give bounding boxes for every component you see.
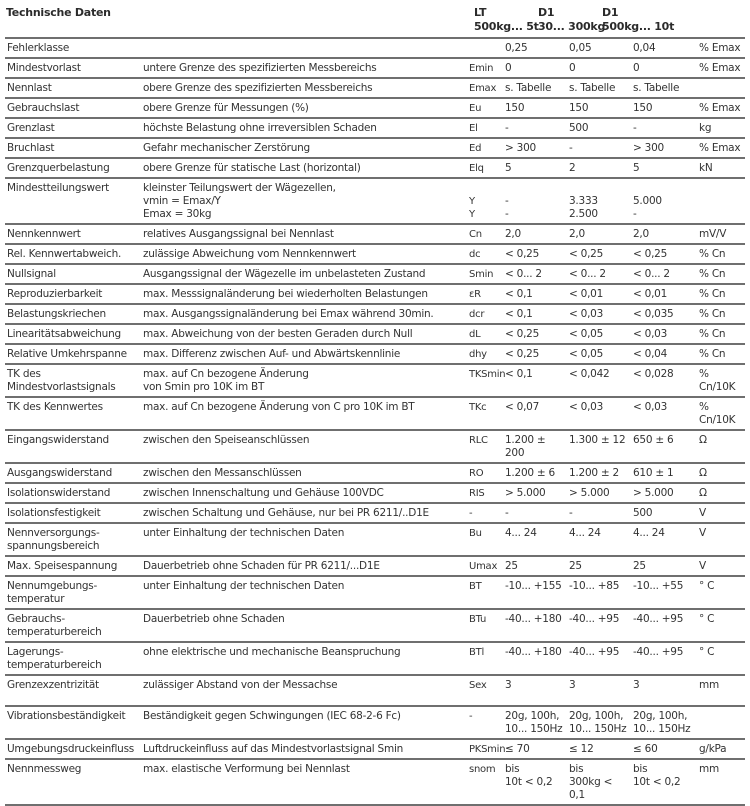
row-name: Gebrauchs- temperaturbereich — [5, 609, 141, 642]
row-value-d1-large: > 300 — [631, 138, 697, 158]
table-row — [5, 344, 745, 364]
row-unit: % Cn — [697, 344, 745, 364]
row-value-d1-large: < 0,04 — [631, 344, 697, 364]
row-value-d1-small: 25 — [567, 556, 631, 576]
row-value-d1-small: 1.200 ± 2 — [567, 463, 631, 483]
row-description: unter Einhaltung der technischen Daten — [141, 576, 467, 609]
row-symbol: Elq — [467, 158, 503, 178]
row-name: Nennkennwert — [5, 224, 141, 244]
row-value-d1-small: - — [567, 138, 631, 158]
row-unit: Ω — [697, 430, 745, 463]
row-unit: % Cn/10K — [697, 364, 745, 397]
row-symbol: Sex — [467, 675, 503, 706]
column-header-d1-large — [602, 6, 674, 34]
row-name: Isolationsfestigkeit — [5, 503, 141, 523]
row-name: Bruchlast — [5, 138, 141, 158]
row-symbol: Ed — [467, 138, 503, 158]
table-row — [5, 556, 745, 576]
row-symbol: dhy — [467, 344, 503, 364]
row-unit: V — [697, 523, 745, 556]
row-value-lt: 0,25 — [503, 38, 567, 58]
row-value-d1-large: < 0,25 — [631, 244, 697, 264]
row-value-d1-large: 0 — [631, 58, 697, 78]
row-name: Nennversorgungs- spannungsbereich — [5, 523, 141, 556]
row-description: max. Abweichung von der besten Geraden durch Null — [141, 324, 467, 344]
row-value-lt: - - — [503, 178, 567, 224]
row-value-d1-large: 4... 24 — [631, 523, 697, 556]
table-row — [5, 38, 745, 58]
row-symbol: dc — [467, 244, 503, 264]
row-symbol: - — [467, 706, 503, 739]
row-unit — [697, 706, 745, 739]
row-symbol: dL — [467, 324, 503, 344]
row-value-d1-large: < 0,028 — [631, 364, 697, 397]
row-unit: % Cn — [697, 264, 745, 284]
row-symbol: Cn — [467, 224, 503, 244]
row-description: Beständigkeit gegen Schwingungen (IEC 68-2-6 Fc) — [141, 706, 467, 739]
row-value-d1-large: < 0... 2 — [631, 264, 697, 284]
row-description: zwischen Schaltung und Gehäuse, nur bei PR 6211/..D1E — [141, 503, 467, 523]
row-description: max. elastische Verformung bei Nennlast — [141, 759, 467, 805]
row-description: kleinster Teilungswert der Wägezellen, vmin = Emax/Y Emax = 30kg — [141, 178, 467, 224]
row-name: Fehlerklasse — [5, 38, 141, 58]
row-value-d1-large: - — [631, 118, 697, 138]
table-row — [5, 503, 745, 523]
row-value-lt: 150 — [503, 98, 567, 118]
row-value-d1-small: 3 — [567, 675, 631, 706]
row-name: Linearitätsabweichung — [5, 324, 141, 344]
row-symbol: RLC — [467, 430, 503, 463]
row-description: untere Grenze des spezifizierten Messbereichs — [141, 58, 467, 78]
table-row — [5, 675, 745, 706]
row-value-d1-small: - — [567, 503, 631, 523]
row-symbol: TKc — [467, 397, 503, 430]
row-symbol: BTu — [467, 609, 503, 642]
row-symbol: Eu — [467, 98, 503, 118]
row-value-d1-small: < 0,042 — [567, 364, 631, 397]
table-row — [5, 244, 745, 264]
column-header-line2: 500kg... 10t — [602, 20, 675, 33]
row-value-d1-large: 5 — [631, 158, 697, 178]
row-value-lt: < 0,1 — [503, 364, 567, 397]
row-name: Relative Umkehrspanne — [5, 344, 141, 364]
row-value-lt: -40... +180 — [503, 609, 567, 642]
row-unit: ° C — [697, 576, 745, 609]
row-name: Eingangswiderstand — [5, 430, 141, 463]
row-symbol: snom — [467, 759, 503, 805]
row-description: zwischen Innenschaltung und Gehäuse 100VDC — [141, 483, 467, 503]
row-description: unter Einhaltung der technischen Daten — [141, 523, 467, 556]
row-value-d1-large: 25 — [631, 556, 697, 576]
row-unit: % Cn/10K — [697, 397, 745, 430]
row-description: höchste Belastung ohne irreversiblen Schaden — [141, 118, 467, 138]
row-value-lt: < 0,25 — [503, 324, 567, 344]
row-description: max. Messsignaländerung bei wiederholten Belastungen — [141, 284, 467, 304]
row-value-d1-small: 1.300 ± 12 — [567, 430, 631, 463]
row-unit: V — [697, 556, 745, 576]
row-value-d1-large: -10... +55 — [631, 576, 697, 609]
row-value-lt: > 300 — [503, 138, 567, 158]
row-value-lt: - — [503, 118, 567, 138]
row-value-d1-small: ≤ 12 — [567, 739, 631, 759]
row-value-lt: < 0... 2 — [503, 264, 567, 284]
row-name: Nennlast — [5, 78, 141, 98]
row-value-lt: -10... +155 — [503, 576, 567, 609]
row-value-d1-large: < 0,03 — [631, 397, 697, 430]
row-unit: g/kPa — [697, 739, 745, 759]
row-name: Nennmessweg — [5, 759, 141, 805]
row-unit: % Emax — [697, 58, 745, 78]
row-description — [141, 38, 467, 58]
table-row — [5, 138, 745, 158]
row-symbol: dcr — [467, 304, 503, 324]
table-row — [5, 759, 745, 805]
table-row — [5, 304, 745, 324]
row-symbol: Bu — [467, 523, 503, 556]
table-row — [5, 739, 745, 759]
row-name: Nennumgebungs- temperatur — [5, 576, 141, 609]
table-row — [5, 609, 745, 642]
row-value-d1-small: 0 — [567, 58, 631, 78]
row-value-d1-small: bis 300kg < 0,1 — [567, 759, 631, 805]
row-value-lt: 0 — [503, 58, 567, 78]
row-value-d1-large: 3 — [631, 675, 697, 706]
row-name: Gebrauchslast — [5, 98, 141, 118]
row-symbol: Emin — [467, 58, 503, 78]
column-header-lt — [474, 6, 539, 34]
row-unit: % Emax — [697, 98, 745, 118]
row-name: Reproduzierbarkeit — [5, 284, 141, 304]
row-symbol: - — [467, 503, 503, 523]
row-value-d1-small: -40... +95 — [567, 609, 631, 642]
row-value-d1-small: < 0,03 — [567, 304, 631, 324]
table-row — [5, 78, 745, 98]
row-value-d1-large: 150 — [631, 98, 697, 118]
row-unit: kN — [697, 158, 745, 178]
row-unit: ° C — [697, 609, 745, 642]
row-value-lt: 20g, 100h, 10... 150Hz — [503, 706, 567, 739]
row-symbol: Y Y — [467, 178, 503, 224]
row-name: Vibrationsbeständigkeit — [5, 706, 141, 739]
row-value-lt: - — [503, 503, 567, 523]
row-value-d1-large: ≤ 60 — [631, 739, 697, 759]
row-value-d1-large: 650 ± 6 — [631, 430, 697, 463]
row-name: Isolationswiderstand — [5, 483, 141, 503]
row-value-lt: 1.200 ± 200 — [503, 430, 567, 463]
row-value-lt: 4... 24 — [503, 523, 567, 556]
table-row — [5, 364, 745, 397]
row-description: Luftdruckeinfluss auf das Mindestvorlastsignal Smin — [141, 739, 467, 759]
row-unit: % Cn — [697, 284, 745, 304]
row-unit: % Emax — [697, 38, 745, 58]
row-value-d1-small: < 0,01 — [567, 284, 631, 304]
row-symbol: Emax — [467, 78, 503, 98]
row-value-d1-large: 2,0 — [631, 224, 697, 244]
spec-table-body — [5, 38, 745, 805]
table-row — [5, 642, 745, 675]
row-value-d1-small: 3.333 2.500 — [567, 178, 631, 224]
row-name: Grenzlast — [5, 118, 141, 138]
row-symbol — [467, 38, 503, 58]
row-value-lt: 1.200 ± 6 — [503, 463, 567, 483]
row-description: Dauerbetrieb ohne Schaden — [141, 609, 467, 642]
row-description: ohne elektrische und mechanische Beanspruchung — [141, 642, 467, 675]
row-name: Max. Speisespannung — [5, 556, 141, 576]
row-unit — [697, 178, 745, 224]
table-row — [5, 58, 745, 78]
row-value-lt: < 0,25 — [503, 344, 567, 364]
row-description: zulässige Abweichung vom Nennkennwert — [141, 244, 467, 264]
row-value-d1-small: < 0,25 — [567, 244, 631, 264]
row-unit: % Emax — [697, 138, 745, 158]
row-unit: mm — [697, 759, 745, 805]
row-value-d1-small: 2 — [567, 158, 631, 178]
column-header-line1: D1 — [538, 6, 555, 19]
row-value-d1-large: -40... +95 — [631, 642, 697, 675]
row-unit: Ω — [697, 483, 745, 503]
column-header-line2: 30... 300kg — [538, 20, 606, 33]
row-name: Nullsignal — [5, 264, 141, 284]
row-name: Lagerungs- temperaturbereich — [5, 642, 141, 675]
row-value-d1-small: 150 — [567, 98, 631, 118]
row-symbol: Umax — [467, 556, 503, 576]
column-header-d1-small — [538, 6, 605, 34]
row-unit: Ω — [697, 463, 745, 483]
row-value-d1-small: < 0... 2 — [567, 264, 631, 284]
row-symbol: RO — [467, 463, 503, 483]
row-description: max. Differenz zwischen Auf- und Abwärtskennlinie — [141, 344, 467, 364]
table-row — [5, 158, 745, 178]
table-row — [5, 98, 745, 118]
row-symbol: PKSmin — [467, 739, 503, 759]
table-row — [5, 523, 745, 556]
row-name: Mindestvorlast — [5, 58, 141, 78]
table-row — [5, 324, 745, 344]
row-value-d1-small: s. Tabelle — [567, 78, 631, 98]
row-unit: % Cn — [697, 324, 745, 344]
row-value-d1-large: < 0,03 — [631, 324, 697, 344]
row-value-lt: < 0,1 — [503, 304, 567, 324]
row-value-lt: < 0,07 — [503, 397, 567, 430]
row-value-lt: s. Tabelle — [503, 78, 567, 98]
table-row — [5, 284, 745, 304]
row-description: max. auf Cn bezogene Änderung von Smin pro 10K im BT — [141, 364, 467, 397]
table-row — [5, 430, 745, 463]
row-value-lt: > 5.000 — [503, 483, 567, 503]
row-symbol: BT — [467, 576, 503, 609]
row-description: Gefahr mechanischer Zerstörung — [141, 138, 467, 158]
row-symbol: Smin — [467, 264, 503, 284]
column-header-line1: LT — [474, 6, 487, 19]
row-value-d1-small: < 0,05 — [567, 344, 631, 364]
row-value-d1-large: -40... +95 — [631, 609, 697, 642]
row-description: zwischen den Speiseanschlüssen — [141, 430, 467, 463]
row-name: Umgebungsdruckeinfluss — [5, 739, 141, 759]
row-unit: ° C — [697, 642, 745, 675]
row-description: relatives Ausgangssignal bei Nennlast — [141, 224, 467, 244]
table-row — [5, 483, 745, 503]
row-value-lt: 25 — [503, 556, 567, 576]
row-description: zulässiger Abstand von der Messachse — [141, 675, 467, 706]
row-description: Ausgangssignal der Wägezelle im unbelasteten Zustand — [141, 264, 467, 284]
table-row — [5, 224, 745, 244]
row-value-d1-small: > 5.000 — [567, 483, 631, 503]
row-symbol: RIS — [467, 483, 503, 503]
row-value-d1-small: 2,0 — [567, 224, 631, 244]
row-name: Rel. Kennwertabweich. — [5, 244, 141, 264]
row-name: TK des Mindestvorlastsignals — [5, 364, 141, 397]
row-value-d1-large: < 0,01 — [631, 284, 697, 304]
row-value-d1-large: s. Tabelle — [631, 78, 697, 98]
row-value-lt: < 0,25 — [503, 244, 567, 264]
row-unit: V — [697, 503, 745, 523]
row-value-d1-small: < 0,05 — [567, 324, 631, 344]
row-value-lt: 3 — [503, 675, 567, 706]
row-name: Grenzquerbelastung — [5, 158, 141, 178]
row-value-lt: 2,0 — [503, 224, 567, 244]
row-symbol: εR — [467, 284, 503, 304]
row-value-lt: 5 — [503, 158, 567, 178]
row-description: Dauerbetrieb ohne Schaden für PR 6211/...D1E — [141, 556, 467, 576]
table-row — [5, 463, 745, 483]
table-row — [5, 178, 745, 224]
table-row — [5, 264, 745, 284]
table-row — [5, 118, 745, 138]
table-row — [5, 397, 745, 430]
row-unit: % Cn — [697, 304, 745, 324]
row-description: obere Grenze des spezifizierten Messbereichs — [141, 78, 467, 98]
page-title: Technische Daten — [6, 6, 111, 19]
row-description: max. auf Cn bezogene Änderung von C pro 10K im BT — [141, 397, 467, 430]
row-value-lt: bis 10t < 0,2 — [503, 759, 567, 805]
row-value-d1-small: 0,05 — [567, 38, 631, 58]
row-description: obere Grenze für statische Last (horizontal) — [141, 158, 467, 178]
row-description: zwischen den Messanschlüssen — [141, 463, 467, 483]
row-name: Ausgangswiderstand — [5, 463, 141, 483]
row-unit: mm — [697, 675, 745, 706]
row-value-d1-large: < 0,035 — [631, 304, 697, 324]
row-value-d1-large: > 5.000 — [631, 483, 697, 503]
row-unit — [697, 78, 745, 98]
row-value-lt: ≤ 70 — [503, 739, 567, 759]
table-row — [5, 576, 745, 609]
row-value-d1-large: 610 ± 1 — [631, 463, 697, 483]
row-unit: kg — [697, 118, 745, 138]
row-value-d1-small: -40... +95 — [567, 642, 631, 675]
row-value-d1-small: 500 — [567, 118, 631, 138]
row-value-lt: < 0,1 — [503, 284, 567, 304]
table-row — [5, 706, 745, 739]
row-symbol: El — [467, 118, 503, 138]
row-unit: % Cn — [697, 244, 745, 264]
row-symbol: TKSmin — [467, 364, 503, 397]
row-name: Belastungskriechen — [5, 304, 141, 324]
row-description: obere Grenze für Messungen (%) — [141, 98, 467, 118]
row-value-d1-small: -10... +85 — [567, 576, 631, 609]
row-name: Grenzexzentrizität — [5, 675, 141, 706]
row-value-d1-large: 0,04 — [631, 38, 697, 58]
row-value-d1-small: < 0,03 — [567, 397, 631, 430]
row-value-d1-large: bis 10t < 0,2 — [631, 759, 697, 805]
row-name: Mindestteilungswert — [5, 178, 141, 224]
row-description: max. Ausgangssignaländerung bei Emax während 30min. — [141, 304, 467, 324]
column-header-line2: 500kg... 5t — [474, 20, 539, 33]
row-unit: mV/V — [697, 224, 745, 244]
row-value-d1-large: 5.000 - — [631, 178, 697, 224]
row-name: TK des Kennwertes — [5, 397, 141, 430]
spec-table — [5, 37, 745, 806]
row-value-d1-large: 500 — [631, 503, 697, 523]
row-value-d1-small: 20g, 100h, 10... 150Hz — [567, 706, 631, 739]
column-header-line1: D1 — [602, 6, 619, 19]
row-value-lt: -40... +180 — [503, 642, 567, 675]
row-value-d1-small: 4... 24 — [567, 523, 631, 556]
row-symbol: BTl — [467, 642, 503, 675]
row-value-d1-large: 20g, 100h, 10... 150Hz — [631, 706, 697, 739]
